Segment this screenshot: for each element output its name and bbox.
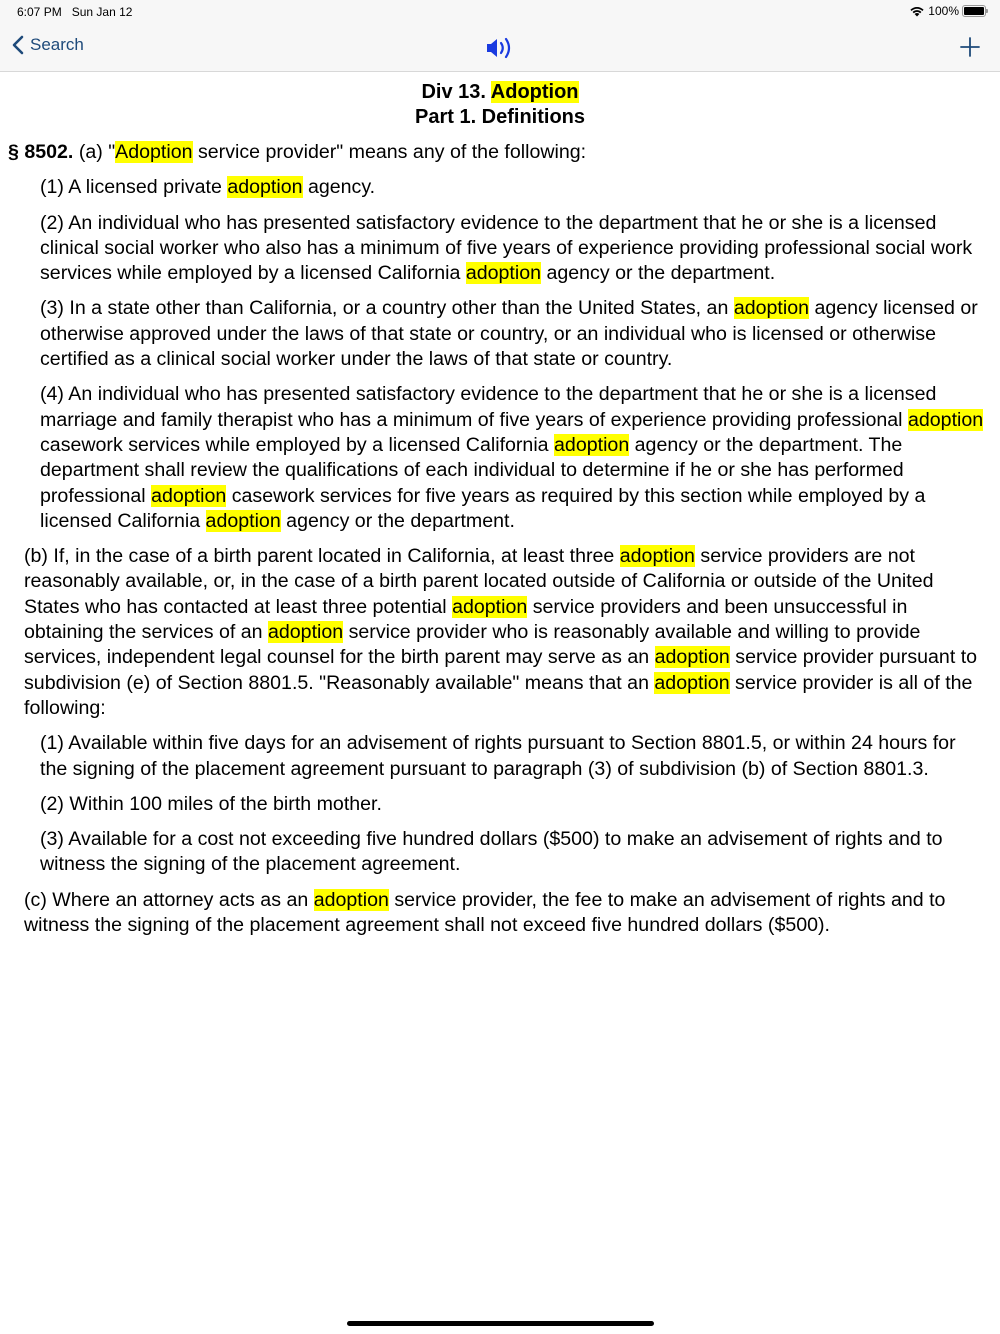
paragraph-b3: (3) Available for a cost not exceeding five hundred dollars ($500) to make an advisement of rights and to witness the signing of the placement agreement. [40,828,943,876]
battery-icon [962,5,986,17]
text-run: casework services for five years as required by this section while employed by a licensed California [40,484,926,532]
document-content [0,80,1000,948]
paragraph-a4 [40,382,988,534]
search-highlight: adoption [452,595,528,618]
search-highlight: adoption [227,176,303,199]
subdivision-b [24,544,988,721]
search-highlight: Adoption [490,81,579,103]
status-time: 6:07 PM [17,5,62,19]
search-highlight: adoption [313,888,389,911]
back-to-search-button[interactable] [12,35,84,55]
search-highlight: adoption [654,671,730,694]
search-highlight: Adoption [115,141,193,163]
search-highlight: adoption [205,509,281,532]
search-highlight: adoption [654,646,730,669]
text-run: agency. [302,176,376,199]
text-run: (a) " [73,141,116,163]
status-bar [0,0,1000,24]
home-indicator[interactable] [347,1321,654,1326]
text-run: service provider is all of the following: [24,671,973,719]
text-run: (b) If, in the case of a birth parent located in California, at least three [24,545,620,568]
battery-percent: 100% [928,4,959,18]
wifi-icon [909,5,925,17]
text-run: casework services while employed by a licensed California [40,433,555,456]
search-highlight: adoption [465,262,542,285]
text-run: (2) An individual who has presented satisfactory evidence to the department that he or she is a licensed clinical social worker who also has a minimum of five years of experience providing professional social work services while employed by a licensed California [40,211,973,285]
paragraph-b2: (2) Within 100 miles of the birth mother. [40,792,382,815]
text-run: agency licensed or otherwise approved under the laws of that state or country, or an individual who is licensed or otherwise certified as a clinical social worker under the laws of that state or country. [40,297,978,371]
search-highlight: adoption [267,621,344,644]
chevron-left-icon [12,35,24,55]
battery-fill [964,7,984,15]
speaker-icon[interactable] [485,35,515,61]
plus-icon[interactable] [960,36,980,58]
search-highlight: adoption [907,408,984,431]
back-button-label: Search [30,35,84,54]
status-indicators [909,4,986,18]
division-title [12,80,988,105]
paragraph-b1: (1) Available within five days for an advisement of rights pursuant to Section 8801.5, or within 24 hours for the signing of the placement agreement pursuant to paragraph (3) of subdivision (b) of Section 8801.3. [40,732,956,780]
paragraph-a2 [40,211,988,287]
subdivision-a [8,140,988,165]
search-highlight: adoption [619,545,695,568]
paragraph-a1 [40,175,988,200]
part-title: Part 1. Definitions [414,106,586,128]
navigation-bar [0,24,1000,72]
text-run: agency or the department. [280,509,515,532]
section-number: § 8502. [8,141,74,163]
division-title-prefix: Div 13. [421,81,486,103]
status-date: Sun Jan 12 [71,5,133,19]
text-run: agency or the department. [541,262,776,285]
text-run: service provider" means any of the following: [192,141,587,163]
subdivision-c [24,888,988,939]
search-highlight: adoption [733,297,809,320]
text-run: agency or the department. The department shall review the qualifications of each individual to determine if he or she has performed professional [40,433,904,507]
paragraph-a3 [40,296,988,372]
text-run: service provider, the fee to make an advisement of rights and to witness the signing of the placement agreement shall not exceed five hundred dollars ($500). [24,888,946,937]
text-run: service providers and been unsuccessful in obtaining the services of an [24,595,908,644]
search-highlight: adoption [151,484,227,507]
text-run: (4) An individual who has presented satisfactory evidence to the department that he or she is a licensed marriage and family therapist who has a minimum of five years of experience providing professional [40,383,937,431]
text-run: (3) In a state other than California, or a country other than the United States, an [40,297,734,320]
status-time-date [17,5,132,19]
search-highlight: adoption [554,433,630,456]
text-run: service provider pursuant to subdivision (e) of Section 8801.5. "Reasonably available" means that an [24,646,978,694]
text-run: (c) Where an attorney acts as an [24,888,314,911]
text-run: (1) A licensed private [40,176,228,199]
text-run: service provider who is reasonably available and willing to provide services, independent legal counsel for the birth parent may serve as an [24,621,921,669]
text-run: service providers are not reasonably available, or, in the case of a birth parent located outside of California or outside of the United States who has contacted at least three potential [24,545,934,618]
